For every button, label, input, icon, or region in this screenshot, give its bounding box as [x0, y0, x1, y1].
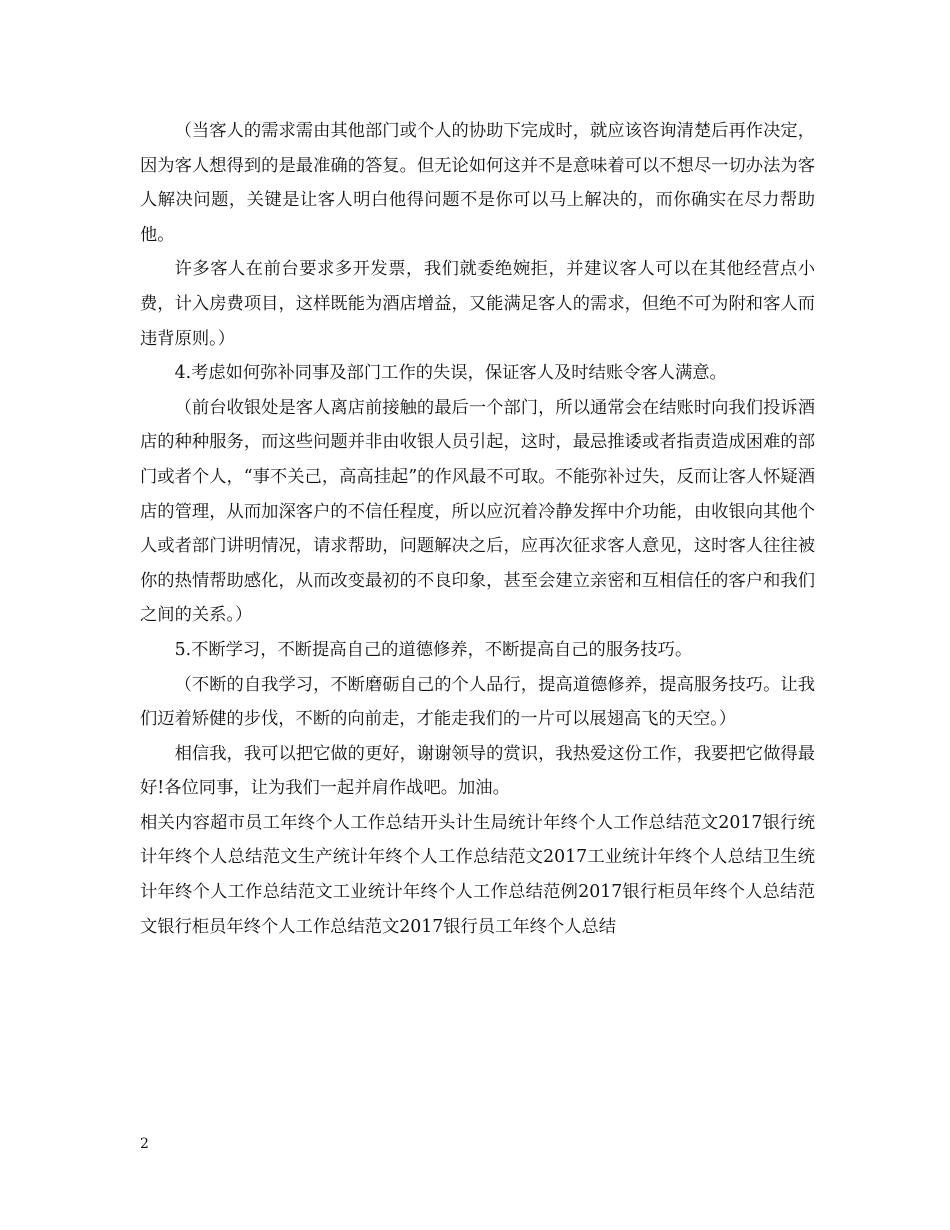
paragraph: 许多客人在前台要求多开发票，我们就委绝婉拒，并建议客人可以在其他经营点小费，计入房费项目，这样既能为酒店增益，又能满足客人的需求，但绝不可为附和客人而违背原则。）: [140, 259, 815, 349]
document-body: [140, 114, 815, 944]
paragraph: （当客人的需求需由其他部门或个人的协助下完成时，就应该咨询清楚后再作决定，因为客人想得到的是最准确的答复。但无论如何这并不是意味着可以不想尽一切办法为客人解决问题，关键是让客人明白他得问题不是你可以马上解决的，而你确实在尽力帮助他。: [140, 121, 815, 245]
page-number: 2: [140, 1136, 149, 1152]
related-content: 相关内容超市员工年终个人工作总结开头计生局统计年终个人工作总结范文2017银行统计年终个人总结范文生产统计年终个人工作总结范文2017工业统计年终个人总结卫生统计年终个人工作总结范文工业统计年终个人工作总结范例2017银行柜员年终个人总结范文银行柜员年终个人工作总结范文2017银行员工年终个人总结: [140, 812, 815, 937]
paragraph: （前台收银处是客人离店前接触的最后一个部门，所以通常会在结账时向我们投诉酒店的种种服务，而这些问题并非由收银人员引起，这时，最忌推诿或者指责造成困难的部门或者个人，“事不关己，高高挂起”的作风最不可取。不能弥补过失，反而让客人怀疑酒店的管理，从而加深客户的不信任程度，所以应沉着冷静发挥中介功能，由收银向其他个人或者部门讲明情况，请求帮助，问题解决之后，应再次征求客人意见，这时客人往往被你的热情帮助感化，从而改变最初的不良印象，甚至会建立亲密和互相信任的客户和我们之间的关系。）: [140, 397, 815, 626]
paragraph: （不断的自我学习，不断磨砺自己的个人品行，提高道德修养，提高服务技巧。让我们迈着矫健的步伐，不断的向前走，才能走我们的一片可以展翅高飞的天空。）: [140, 674, 815, 730]
paragraph: 相信我，我可以把它做的更好，谢谢领导的赏识，我热爱这份工作，我要把它做得最好!各位同事，让为我们一起并肩作战吧。加油。: [140, 743, 815, 799]
paragraph: 5.不断学习，不断提高自己的道德修养，不断提高自己的服务技巧。: [174, 639, 693, 660]
paragraph: 4.考虑如何弥补同事及部门工作的失误，保证客人及时结账令客人满意。: [174, 363, 727, 384]
